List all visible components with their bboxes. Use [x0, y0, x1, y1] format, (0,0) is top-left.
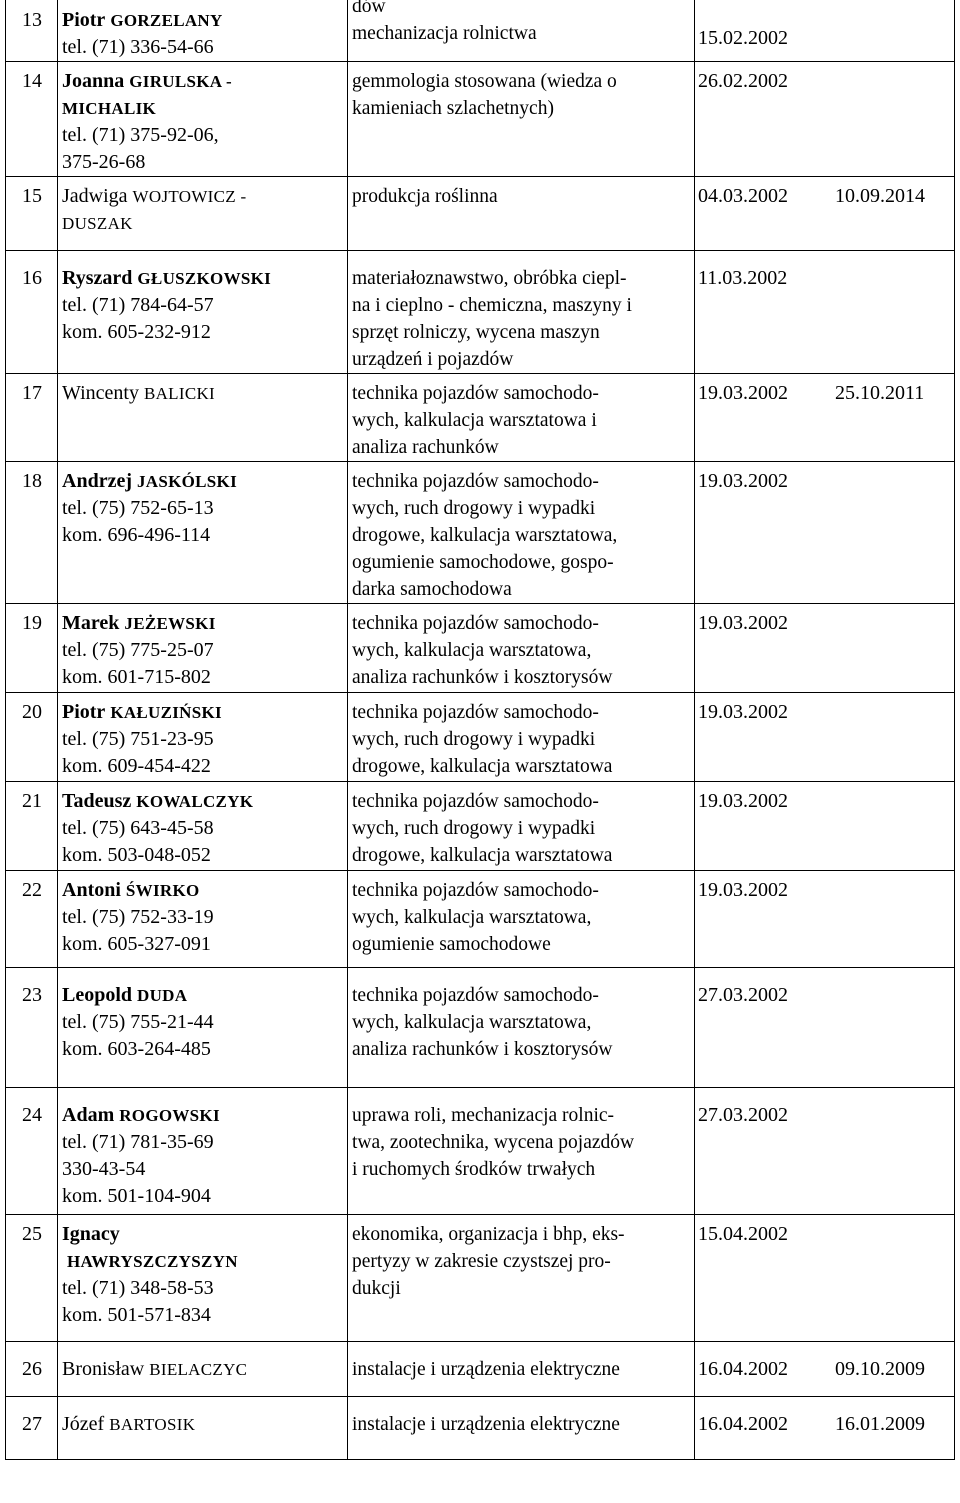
expert-contact: tel. (71) 781-35-69 [62, 1131, 214, 1153]
table-row [6, 693, 955, 782]
expert-contact: 375-26-68 [62, 151, 146, 173]
expert-first-name: Jadwiga [62, 185, 128, 207]
dates-line [698, 25, 954, 52]
expert-name-cell [58, 177, 348, 251]
specialization-cell [348, 1215, 695, 1342]
dates-line [698, 183, 954, 210]
appointment-date: 19.03.2002 [698, 879, 788, 901]
appointment-date: 04.03.2002 [698, 185, 788, 207]
expert-contact: kom. 601-715-802 [62, 666, 211, 688]
expert-contact: tel. (71) 348-58-53 [62, 1277, 214, 1299]
expert-first-name: Antoni [62, 879, 121, 901]
table-row [6, 782, 955, 871]
row-number: 21 [22, 790, 42, 812]
table-row [6, 604, 955, 693]
specialization-line: drogowe, kalkulacja warsztatowa [352, 845, 613, 866]
specialization-line: gemmologia stosowana (wiedza o [352, 71, 617, 92]
expert-last-name: ŚWIRKO [125, 881, 200, 900]
dates-cell [695, 0, 955, 62]
expert-name-cell [58, 251, 348, 374]
row-number-cell [6, 462, 58, 604]
expert-name-line [62, 699, 345, 726]
row-number: 20 [22, 701, 42, 723]
expert-contact: tel. (75) 752-33-19 [62, 906, 214, 928]
expert-last-name: BARTOSIK [109, 1415, 196, 1434]
expert-name-cell [58, 0, 348, 62]
specialization-line: analiza rachunków [352, 437, 499, 458]
expert-last-name-line [62, 1248, 345, 1275]
expert-contact: tel. (75) 751-23-95 [62, 728, 214, 750]
dates-cell [695, 62, 955, 177]
specialization-line: urządzeń i pojazdów [352, 349, 514, 370]
specialization-line: wych, kalkulacja warsztatowa i [352, 410, 597, 431]
row-number: 18 [22, 470, 42, 492]
appointment-date: 16.04.2002 [698, 1413, 788, 1435]
dates-cell [695, 374, 955, 462]
specialization-line: materiałoznawstwo, obróbka ciepl- [352, 268, 627, 289]
expert-name-cell [58, 782, 348, 871]
expert-last-name: BALICKI [143, 384, 215, 403]
dates-line [698, 265, 954, 292]
row-number-cell [6, 1088, 58, 1215]
appointment-date: 15.04.2002 [698, 1223, 788, 1245]
table-row [6, 251, 955, 374]
dates-cell [695, 1397, 955, 1460]
specialization-line: i ruchomych środków trwałych [352, 1159, 596, 1180]
table-row [6, 0, 955, 62]
expert-last-name: JASKÓLSKI [136, 472, 237, 491]
specialization-line: kamieniach szlachetnych) [352, 98, 554, 119]
specialization-cell [348, 1397, 695, 1460]
expert-contact: kom. 609-454-422 [62, 755, 211, 777]
row-number-cell [6, 0, 58, 62]
expiry-date: 10.09.2014 [835, 185, 925, 207]
table-row [6, 374, 955, 462]
expert-name-line [62, 380, 345, 407]
specialization-line: drogowe, kalkulacja warsztatowa, [352, 525, 618, 546]
specialization-cell [348, 374, 695, 462]
expert-name-cell [58, 871, 348, 968]
specialization-cell [348, 62, 695, 177]
specialization-line: drogowe, kalkulacja warsztatowa [352, 756, 613, 777]
appointment-date: 27.03.2002 [698, 1104, 788, 1126]
expert-name-line [62, 265, 345, 292]
row-number-cell [6, 968, 58, 1088]
table-row [6, 1215, 955, 1342]
expert-name-line [62, 788, 345, 815]
dates-line [698, 468, 954, 495]
expert-name-line [62, 1221, 345, 1248]
table-row [6, 1088, 955, 1215]
dates-cell [695, 1342, 955, 1397]
expert-name-line [62, 183, 345, 210]
dates-line [698, 788, 954, 815]
dates-cell [695, 782, 955, 871]
dates-line [698, 610, 954, 637]
expert-first-name: Marek [62, 612, 120, 634]
dates-line [698, 699, 954, 726]
appointment-date: 27.03.2002 [698, 984, 788, 1006]
specialization-line: uprawa roli, mechanizacja rolnic- [352, 1105, 615, 1126]
row-number-cell [6, 1342, 58, 1397]
expert-name-line [62, 877, 345, 904]
row-number-cell [6, 693, 58, 782]
dates-line [698, 1356, 954, 1383]
expert-first-name: Leopold [62, 984, 133, 1006]
specialization-line: wych, ruch drogowy i wypadki [352, 729, 596, 750]
expert-first-name: Adam [62, 1104, 115, 1126]
expert-name-cell [58, 604, 348, 693]
specialization-line: ogumienie samochodowe [352, 934, 551, 955]
row-number-cell [6, 251, 58, 374]
dates-line [698, 380, 954, 407]
expert-name-line [62, 610, 345, 637]
specialization-line: technika pojazdów samochodo- [352, 613, 599, 634]
expert-first-name: Wincenty [62, 382, 139, 404]
appointment-date: 19.03.2002 [698, 701, 788, 723]
expert-contact: kom. 501-104-904 [62, 1185, 211, 1207]
expert-first-name: Bronisław [62, 1358, 145, 1380]
specialization-line: na i cieplno - chemiczna, maszyny i [352, 295, 632, 316]
row-number-cell [6, 177, 58, 251]
expert-first-name: Ignacy [62, 1223, 120, 1245]
table-row [6, 1397, 955, 1460]
specialization-line: technika pojazdów samochodo- [352, 383, 599, 404]
expert-name-cell [58, 1397, 348, 1460]
dates-cell [695, 693, 955, 782]
specialization-line: instalacje i urządzenia elektryczne [352, 1359, 620, 1380]
specialization-line: ekonomika, organizacja i bhp, eks- [352, 1224, 625, 1245]
expert-contact: tel. (71) 375-92-06, [62, 124, 219, 146]
dates-cell [695, 1088, 955, 1215]
specialization-cell [348, 462, 695, 604]
expert-first-name: Andrzej [62, 470, 132, 492]
specialization-cell [348, 871, 695, 968]
expert-last-name-line [62, 210, 345, 237]
specialization-line: wych, kalkulacja warsztatowa, [352, 640, 592, 661]
specialization-line: technika pojazdów samochodo- [352, 880, 599, 901]
row-number: 16 [22, 267, 42, 289]
expert-name-line [62, 1411, 345, 1438]
row-number-cell [6, 62, 58, 177]
row-number: 27 [22, 1413, 42, 1435]
expert-first-name: Piotr [62, 9, 106, 31]
expert-name-cell [58, 693, 348, 782]
expert-contact: kom. 603-264-485 [62, 1038, 211, 1060]
specialization-line: technika pojazdów samochodo- [352, 985, 599, 1006]
row-number: 19 [22, 612, 42, 634]
expert-first-name: Piotr [62, 701, 106, 723]
specialization-line: technika pojazdów samochodo- [352, 702, 599, 723]
specialization-line: sprzęt rolniczy, wycena maszyn [352, 322, 600, 343]
dates-cell [695, 604, 955, 693]
expert-last-name-continued: DUSZAK [62, 214, 133, 233]
table-row [6, 462, 955, 604]
expiry-date: 09.10.2009 [835, 1358, 925, 1380]
specialization-line: wych, ruch drogowy i wypadki [352, 818, 596, 839]
expert-contact: kom. 696-496-114 [62, 524, 211, 546]
specialization-line: instalacje i urządzenia elektryczne [352, 1414, 620, 1435]
specialization-cell [348, 693, 695, 782]
specialization-cell [348, 1088, 695, 1215]
expert-contact: tel. (75) 775-25-07 [62, 639, 214, 661]
expert-contact: kom. 605-327-091 [62, 933, 211, 955]
expert-name-line [62, 468, 345, 495]
expert-last-name: DUDA [137, 986, 188, 1005]
expert-name-cell [58, 1342, 348, 1397]
expert-contact: tel. (75) 643-45-58 [62, 817, 214, 839]
row-number: 14 [22, 70, 42, 92]
expert-last-name: KAŁUZIŃSKI [110, 703, 222, 722]
appointment-date: 26.02.2002 [698, 70, 788, 92]
expiry-date: 16.01.2009 [835, 1413, 925, 1435]
expert-last-name: ROGOWSKI [119, 1106, 220, 1125]
specialization-line: darka samochodowa [352, 579, 512, 600]
dates-cell [695, 462, 955, 604]
expert-last-name: KOWALCZYK [136, 792, 254, 811]
specialization-line: analiza rachunków i kosztorysów [352, 667, 613, 688]
row-number-cell [6, 1215, 58, 1342]
table-row [6, 968, 955, 1088]
expert-name-cell [58, 62, 348, 177]
dates-line [698, 1411, 954, 1438]
specialization-cell [348, 782, 695, 871]
specialization-line: technika pojazdów samochodo- [352, 791, 599, 812]
specialization-cell [348, 0, 695, 62]
experts-table-body [6, 0, 955, 1460]
specialization-line: twa, zootechnika, wycena pojazdów [352, 1132, 635, 1153]
row-number: 25 [22, 1223, 42, 1245]
table-row [6, 62, 955, 177]
expert-name-line [62, 982, 345, 1009]
appointment-date: 11.03.2002 [698, 267, 788, 289]
specialization-cell [348, 251, 695, 374]
experts-table [5, 0, 955, 1460]
expert-name-cell [58, 968, 348, 1088]
specialization-line: wych, ruch drogowy i wypadki [352, 498, 596, 519]
row-number: 26 [22, 1358, 42, 1380]
table-row [6, 177, 955, 251]
expert-contact: kom. 503-048-052 [62, 844, 211, 866]
dates-line [698, 877, 954, 904]
row-number: 22 [22, 879, 42, 901]
expert-first-name: Józef [62, 1413, 105, 1435]
expert-name-line [62, 68, 345, 95]
specialization-cell [348, 968, 695, 1088]
expert-contact: tel. (75) 755-21-44 [62, 1011, 214, 1033]
dates-cell [695, 177, 955, 251]
dates-line [698, 68, 954, 95]
expert-first-name: Tadeusz [62, 790, 132, 812]
appointment-date: 15.02.2002 [698, 27, 788, 49]
expert-contact: kom. 605-232-912 [62, 321, 211, 343]
expert-contact: tel. (71) 784-64-57 [62, 294, 214, 316]
expert-last-name: GŁUSZKOWSKI [137, 269, 272, 288]
expert-contact: kom. 501-571-834 [62, 1304, 211, 1326]
specialization-cell [348, 177, 695, 251]
table-row [6, 1342, 955, 1397]
dates-line [698, 982, 954, 1009]
expert-name-cell [58, 374, 348, 462]
dates-cell [695, 871, 955, 968]
expert-name-line [62, 7, 345, 34]
expert-contact: 330-43-54 [62, 1158, 146, 1180]
specialization-line: mechanizacja rolnictwa [352, 23, 537, 44]
dates-line [698, 1221, 954, 1248]
row-number: 15 [22, 185, 42, 207]
row-number: 17 [22, 382, 42, 404]
appointment-date: 16.04.2002 [698, 1358, 788, 1380]
specialization-line: wych, kalkulacja warsztatowa, [352, 907, 592, 928]
appointment-date: 19.03.2002 [698, 790, 788, 812]
appointment-date: 19.03.2002 [698, 382, 788, 404]
table-row [6, 871, 955, 968]
expert-last-name-line [62, 95, 345, 122]
row-number-cell [6, 374, 58, 462]
expert-first-name: Ryszard [62, 267, 133, 289]
specialization-line: wych, kalkulacja warsztatowa, [352, 1012, 592, 1033]
expert-last-name: JEŻEWSKI [124, 614, 216, 633]
dates-cell [695, 251, 955, 374]
appointment-date: 19.03.2002 [698, 470, 788, 492]
expert-last-name: BIELACZYC [149, 1360, 248, 1379]
expert-contact: tel. (75) 752-65-13 [62, 497, 214, 519]
row-number: 13 [22, 9, 42, 31]
expert-name-cell [58, 462, 348, 604]
row-number-cell [6, 604, 58, 693]
specialization-line: dów [352, 0, 386, 17]
row-number-cell [6, 782, 58, 871]
specialization-line: ogumienie samochodowe, gospo- [352, 552, 614, 573]
expert-last-name: GORZELANY [110, 11, 223, 30]
expert-first-name: Joanna [62, 70, 125, 92]
specialization-line: technika pojazdów samochodo- [352, 471, 599, 492]
expert-name-line [62, 1102, 345, 1129]
row-number: 23 [22, 984, 42, 1006]
specialization-line: dukcji [352, 1278, 401, 1299]
expert-last-name: GIRULSKA - [129, 72, 232, 91]
expert-last-name: WOJTOWICZ - [132, 187, 247, 206]
expert-name-line [62, 1356, 345, 1383]
specialization-cell [348, 604, 695, 693]
dates-cell [695, 968, 955, 1088]
expert-name-cell [58, 1088, 348, 1215]
dates-line [698, 1102, 954, 1129]
row-number-cell [6, 871, 58, 968]
specialization-line: produkcja roślinna [352, 186, 498, 207]
expert-contact: tel. (71) 336-54-66 [62, 36, 214, 58]
appointment-date: 19.03.2002 [698, 612, 788, 634]
specialization-line: analiza rachunków i kosztorysów [352, 1039, 613, 1060]
dates-cell [695, 1215, 955, 1342]
expert-last-name-continued: MICHALIK [62, 99, 157, 118]
specialization-line: pertyzy w zakresie czystszej pro- [352, 1251, 611, 1272]
expert-last-name-continued: HAWRYSZCZYSZYN [67, 1252, 238, 1271]
expert-name-cell [58, 1215, 348, 1342]
row-number: 24 [22, 1104, 42, 1126]
expiry-date: 25.10.2011 [835, 382, 925, 404]
row-number-cell [6, 1397, 58, 1460]
specialization-cell [348, 1342, 695, 1397]
